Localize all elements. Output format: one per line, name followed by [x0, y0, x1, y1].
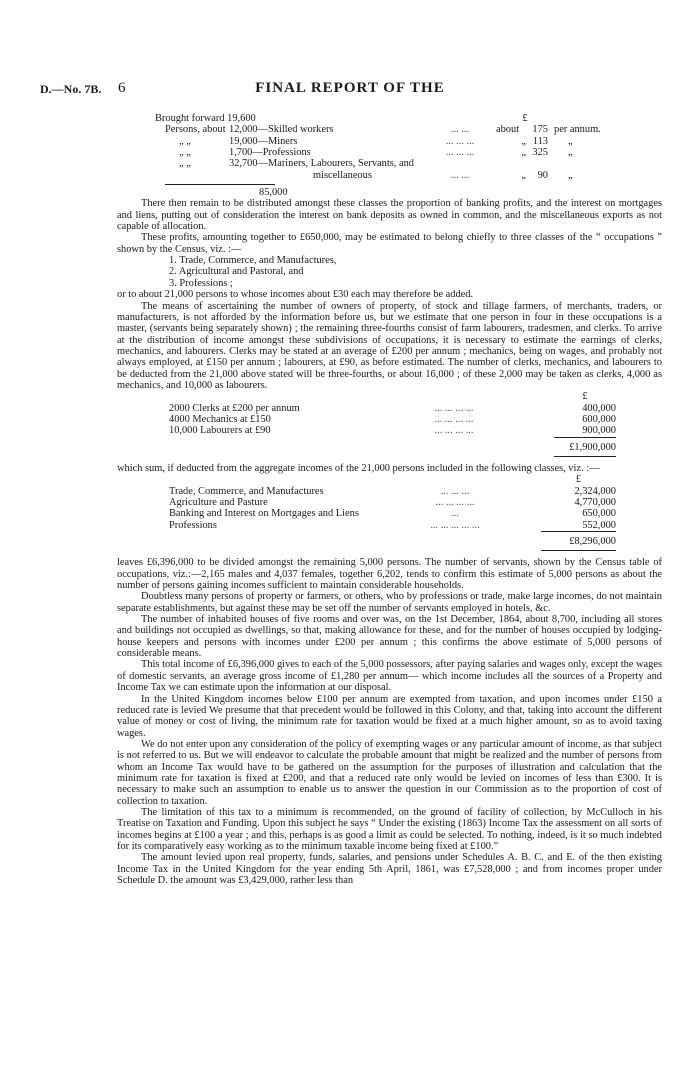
table-row [155, 136, 601, 147]
row-label: Trade, Commerce, and Manufactures [169, 485, 324, 497]
list-item: 1. Trade, Commerce, and Manufactures, [169, 255, 337, 267]
qualifier: „ „ [179, 135, 191, 147]
row-amount: 900,000 [582, 425, 616, 437]
leader-dots: ... ... ... [440, 485, 470, 497]
qualifier: „ „ [179, 147, 191, 159]
leader-dots: ... ... ... ... [434, 425, 474, 437]
table-row [169, 497, 616, 508]
prefix: „ [521, 147, 526, 159]
paragraph: leaves £6,396,000 to be divided amongst the remaining 5,000 persons. The number of servants, shown by the Census table of occupations, viz.:—2,165 males and 4,037 females, together 6,202, tends to confirm this estimate of 5,000 persons as about the number of persons gaining incomes sufficient to maintain considerable households. [117, 557, 662, 592]
table-row [155, 158, 601, 169]
table-row [169, 425, 616, 437]
row-label: Banking and Interest on Mortgages and Liens [169, 508, 359, 520]
table-row [155, 170, 601, 181]
unit: „ [568, 147, 573, 159]
row-amount: 600,000 [582, 413, 616, 425]
numbered-list [169, 255, 662, 289]
row-label: Professions [169, 519, 217, 531]
leader-dots: ... ... ... ... [434, 402, 474, 414]
paragraph: which sum, if deducted from the aggregate incomes of the 21,000 persons included in the following classes, viz. :— [117, 462, 600, 474]
row-amount: 400,000 [582, 402, 616, 414]
amount: 90 [537, 169, 548, 181]
table-row [155, 124, 601, 135]
amount: 113 [532, 135, 548, 147]
row-amount: 2,324,000 [574, 485, 616, 497]
leader-dots: ... ... ... ... [434, 413, 474, 425]
wages-total: £1,900,000 [554, 437, 616, 456]
list-item: 3. Professions ; [169, 277, 233, 289]
leader-dots: ... ... ... ... ... [430, 519, 480, 531]
row-label: 2000 Clerks at £200 per annum [169, 402, 300, 414]
row-amount: 4,770,000 [574, 497, 616, 508]
table-row [155, 147, 601, 158]
page-title: FINAL REPORT OF THE [255, 80, 445, 96]
qualifier: Persons, about [165, 124, 226, 136]
table-row [169, 486, 616, 497]
table-row [169, 520, 616, 532]
document-reference: D.—No. 7B. [40, 82, 102, 96]
leader-dots: ... ... [450, 169, 470, 181]
persons-total: 85,000 [259, 187, 288, 199]
paragraph: This total income of £6,396,000 gives to each of the 5,000 possessors, after paying salaries and wages only, except the wages of domestic servants, an average gross income of £1,280 per annum— which income includes all the sources of a Property and Income Tax we can estimate upon the information at our disposal. [117, 659, 662, 694]
row-label: Agriculture and Pasture [169, 497, 268, 508]
paragraph: Doubtless many persons of property or farmers, or others, who by professions or trade, make large incomes, do not maintain separate establishments, but against these may be set off the number of servants employed in hotels, &c. [117, 591, 662, 614]
persons-table [155, 113, 601, 181]
paragraph: We do not enter upon any consideration of the policy of exempting wages or any particular amount of income, as that subject is not referred to us. But we will endeavor to calculate the probable amount that might be realized and the number of persons from whom an Income Tax would have to be gathered on the assumption for the purposes of illustration and calculation that the minimum rate for taxation is fixed at £200, and that a reduced rate only would be levied on incomes of less than £300. It is necessary to make such an assumption to enable us to answer the question in our Commission as to the proportion of cost of collection to taxation. [117, 738, 662, 807]
leader-dots: ... ... [450, 124, 470, 136]
classes-total: £8,296,000 [541, 532, 616, 551]
occupation: 19,000—Miners [229, 135, 298, 147]
page-number: 6 [118, 80, 126, 96]
table-row [169, 414, 616, 425]
prefix: „ [521, 135, 526, 147]
paragraph: The limitation of this tax to a minimum is recommended, on the ground of facility of collection, by McCulloch in his Treatise on Taxation and Funding. Upon this subject he says “ Under the existing (1863) Income Tax the assessment on all sorts of incomes begins at £100 a year ; and this, perhaps is as good a limit as could be selected. To nothing, indeed, is it so much indebted for its comparatively easy working as to the minimum taxable income being fixed at £100.” [117, 806, 662, 852]
occupation: 1,700—Professions [229, 147, 311, 159]
currency-head: £ [582, 391, 588, 403]
occupation: 32,700—Mariners, Labourers, Servants, and [229, 158, 414, 170]
total-rule [165, 184, 275, 185]
currency-head: £ [522, 113, 528, 124]
page-header [40, 80, 660, 100]
qualifier: „ „ [179, 158, 191, 170]
page-body [117, 113, 662, 886]
table-row [169, 403, 616, 414]
brought-forward: Brought forward 19,600 [155, 113, 256, 124]
paragraph: The amount levied upon real property, funds, salaries, and pensions under Schedules A. B. C. and E. of the then existing Income Tax in the United Kingdom for the year ending 5th April, 1861, was £7,528,000 ; and from incomes proper under Schedule D. the amount was £3,429,000, rather less than [117, 852, 662, 886]
leader-dots: ... [451, 508, 459, 520]
classes-table [169, 474, 616, 551]
unit: „ [568, 169, 573, 181]
row-label: 10,000 Labourers at £90 [169, 425, 271, 437]
prefix: about [496, 124, 520, 136]
currency-head: £ [575, 474, 582, 486]
prefix: „ [521, 169, 526, 181]
paragraph: The number of inhabited houses of five rooms and over was, on the 1st December, 1864, about 8,700, including all stores and buildings not occupied as dwellings, so that, making allowance for these, and for the number of houses occupied by lodging-house keepers and persons with incomes under £200 per annum ; this confirms the above estimate of 5,000 persons of considerable means. [117, 614, 662, 660]
occupation: 12,000—Skilled workers [229, 124, 334, 136]
row-amount: 650,000 [582, 508, 616, 520]
occupation: miscellaneous [313, 169, 372, 181]
table-row [169, 508, 616, 519]
wages-table [169, 391, 616, 457]
row-amount: 552,000 [582, 519, 616, 531]
paragraph: There then remain to be distributed amongst these classes the proportion of banking profits, and the interest on mortgages and liens, putting out of consideration the interest on bank deposits as owned in common, and the miscellaneous exports as not capable of allocation. [117, 198, 662, 233]
paragraph: In the United Kingdom incomes below £100 per annum are exempted from taxation, and upon incomes under £150 a reduced rate is levied We presume that that precedent would be followed in this Colony, and that, taking into account the different value of money or cost of living, the minimum rate for taxation would be fixed at a much higher amount, so as to avoid taxing wages. [117, 693, 662, 739]
amount: 325 [532, 147, 548, 159]
unit: „ [568, 135, 573, 147]
amount: 175 [532, 124, 548, 136]
leader-dots: ... ... ... [445, 135, 475, 147]
paragraph: The means of ascertaining the number of owners of property, of stock and tillage farmers, of merchants, traders, or manufacturers, is not afforded by the information before us, but we estimate that one person in four in these occupations is a master, (servants being separately shown) ; the remaining three-fourths consist of farm labourers, tradesmen, and clerks. To arrive at the distribution of income amongst these subdivisions of occupations, it is necessary to estimate the earnings of clerks, mechanics, and labourers. Clerks may be stated at an average of £200 per annum ; mechanics, being on wages, and probably not always employed, at £150 per annum ; labourers, at £90, as before estimated. The number of clerks, mechanics, and labourers to be deducted from the 21,000 above stated will be three-fourths, or about 16,000 ; of these 2,000 may be taken as clerks, 4,000 as mechanics, and 10,000 as labourers. [117, 300, 662, 391]
list-item: 2. Agricultural and Pastoral, and [169, 266, 304, 278]
leader-dots: ... ... ... ... [435, 497, 475, 508]
unit: per annum. [554, 124, 601, 136]
paragraph: or to about 21,000 persons to whose incomes about £30 each may therefore be added. [117, 289, 474, 301]
leader-dots: ... ... ... [445, 147, 475, 159]
paragraph: These profits, amounting together to £650,000, may be estimated to belong chiefly to three classes of the “ occupations ” shown by the Census, viz. :— [117, 232, 662, 255]
row-label: 4000 Mechanics at £150 [169, 413, 271, 425]
